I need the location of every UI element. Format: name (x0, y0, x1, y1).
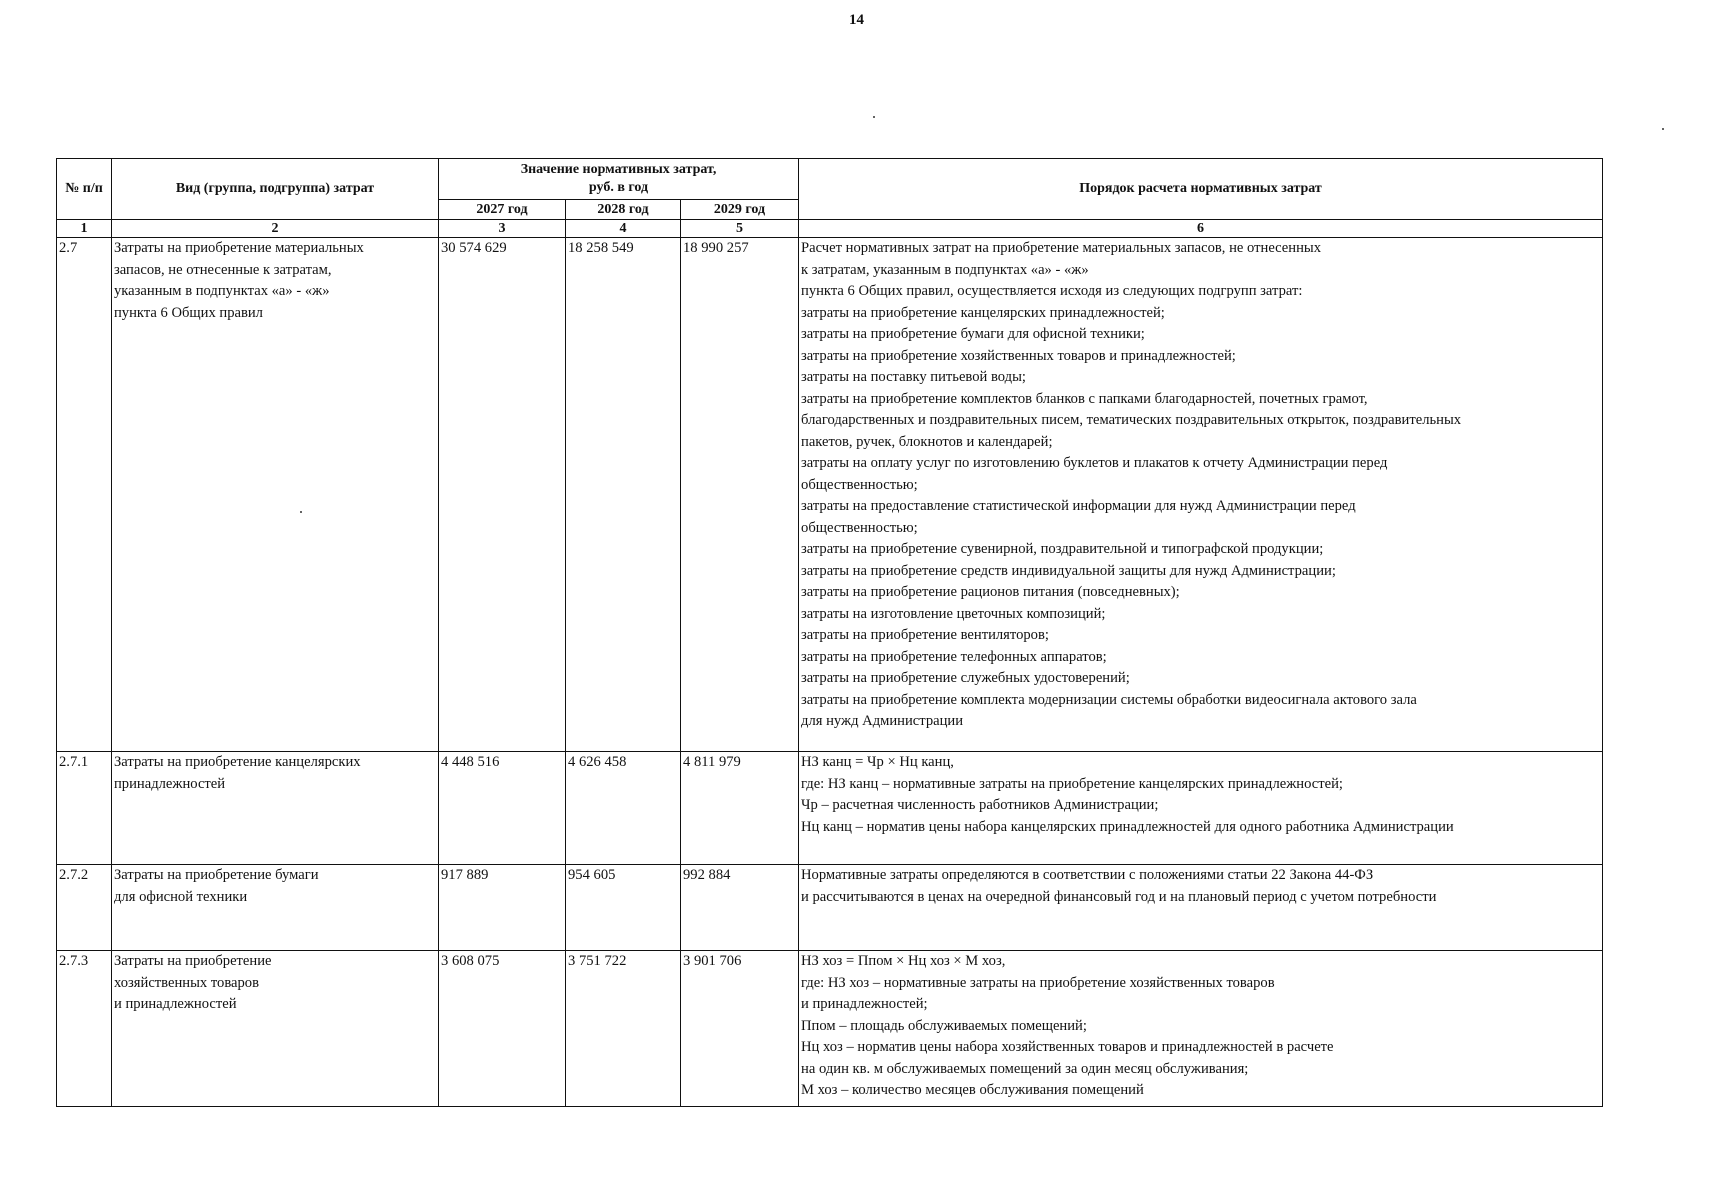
normative-costs-table (56, 158, 1603, 1107)
row-number: 2.7.3 (57, 951, 112, 1107)
cost-type-line: Затраты на приобретение (114, 953, 272, 969)
procedure-line: затраты на изготовление цветочных композиций; (801, 605, 1106, 622)
header-value-group-line2: руб. в год (588, 180, 649, 195)
value-2028: 954 605 (566, 865, 681, 951)
procedure-line: Нц хоз – норматив цены набора хозяйственных товаров и принадлежностей в расчете (801, 1039, 1334, 1055)
cost-type-line: Затраты на приобретение материальных (114, 240, 364, 256)
procedure-line: общественностью; (801, 476, 918, 493)
header-col-procedure: Порядок расчета нормативных затрат (799, 159, 1603, 220)
cost-type-line: Затраты на приобретение канцелярских (114, 754, 361, 770)
value-2029: 18 990 257 (681, 238, 799, 752)
calculation-procedure (799, 752, 1603, 865)
page-number: 14 (849, 12, 864, 28)
header-value-group-line1: Значение нормативных затрат, (520, 162, 717, 177)
cost-type (112, 238, 439, 752)
procedure-line: затраты на оплату услуг по изготовлению буклетов и плакатов к отчету Администрации перед (801, 455, 1388, 471)
value-2029: 4 811 979 (681, 752, 799, 865)
column-number: 6 (799, 220, 1603, 238)
cost-type-line: Затраты на приобретение бумаги (114, 867, 319, 883)
cost-type-line: хозяйственных товаров (114, 974, 259, 991)
procedure-line: затраты на приобретение комплектов бланков с папками благодарностей, почетных грамот, (801, 390, 1368, 407)
procedure-line: затраты на приобретение служебных удостоверений; (801, 670, 1130, 686)
row-number: 2.7.2 (57, 865, 112, 951)
cost-type-line: для офисной техники (114, 888, 248, 905)
value-2029: 3 901 706 (681, 951, 799, 1107)
value-2027: 4 448 516 (439, 752, 566, 865)
value-2029: 992 884 (681, 865, 799, 951)
procedure-line: общественностью; (801, 519, 918, 536)
column-number: 1 (57, 220, 112, 238)
procedure-line: затраты на приобретение вентиляторов; (801, 627, 1049, 643)
procedure-line: НЗ хоз = Ппом × Нц хоз × М хоз, (801, 953, 1006, 969)
procedure-line: затраты на приобретение канцелярских принадлежностей; (801, 304, 1165, 321)
procedure-line: затраты на приобретение хозяйственных товаров и принадлежностей; (801, 347, 1236, 364)
row-number: 2.7 (57, 238, 112, 752)
procedure-line: где: НЗ хоз – нормативные затраты на приобретение хозяйственных товаров (801, 974, 1275, 991)
procedure-line: благодарственных и поздравительных писем, тематических поздравительных открыток, поздравительных (801, 412, 1462, 428)
cost-type-line: принадлежностей (114, 775, 226, 792)
calculation-procedure (799, 865, 1603, 951)
procedure-line: пункта 6 Общих правил, осуществляется исходя из следующих подгрупп затрат: (801, 283, 1303, 299)
row-number: 2.7.1 (57, 752, 112, 865)
procedure-line: Нормативные затраты определяются в соответствии с положениями статьи 22 Закона 44-ФЗ (801, 867, 1374, 883)
cost-type (112, 865, 439, 951)
procedure-line: пакетов, ручек, блокнотов и календарей; (801, 433, 1053, 450)
column-number: 4 (566, 220, 681, 238)
cost-type-line: указанным в подпунктах «а» - «ж» (114, 283, 330, 299)
cost-type-line: и принадлежностей (114, 996, 237, 1012)
header-value-group (439, 159, 799, 200)
value-2027: 917 889 (439, 865, 566, 951)
column-number: 2 (112, 220, 439, 238)
procedure-line: затраты на предоставление статистической информации для нужд Администрации перед (801, 498, 1356, 514)
procedure-line: для нужд Администрации (801, 713, 964, 729)
value-2028: 18 258 549 (566, 238, 681, 752)
header-year-2029: 2029 год (681, 200, 799, 220)
procedure-line: НЗ канц = Чр × Нц канц, (801, 754, 954, 770)
calculation-procedure (799, 238, 1603, 752)
calculation-procedure (799, 951, 1603, 1107)
table-row (57, 865, 1603, 951)
column-numbers-row (57, 220, 1603, 238)
procedure-line: и рассчитываются в ценах на очередной финансовый год и на плановый период с учетом потребности (801, 888, 1437, 905)
header-year-2027: 2027 год (439, 200, 566, 220)
table-row (57, 238, 1603, 752)
header-col-type: Вид (группа, подгруппа) затрат (112, 159, 439, 220)
table-row (57, 752, 1603, 865)
cost-type (112, 752, 439, 865)
procedure-line: к затратам, указанным в подпунктах «а» - «ж» (801, 261, 1089, 278)
procedure-line: затраты на приобретение сувенирной, поздравительной и типографской продукции; (801, 541, 1324, 557)
value-2027: 3 608 075 (439, 951, 566, 1107)
cost-type (112, 951, 439, 1107)
header-col-num: № п/п (57, 159, 112, 220)
column-number: 3 (439, 220, 566, 238)
cost-type-line: запасов, не отнесенные к затратам, (114, 261, 332, 278)
procedure-line: Расчет нормативных затрат на приобретение материальных запасов, не отнесенных (801, 240, 1322, 256)
value-2028: 4 626 458 (566, 752, 681, 865)
procedure-line: Чр – расчетная численность работников Администрации; (801, 797, 1159, 813)
procedure-line: и принадлежностей; (801, 996, 928, 1012)
procedure-line: затраты на приобретение рационов питания (повседневных); (801, 584, 1180, 600)
procedure-line: затраты на приобретение бумаги для офисной техники; (801, 326, 1145, 342)
value-2028: 3 751 722 (566, 951, 681, 1107)
procedure-line: где: НЗ канц – нормативные затраты на приобретение канцелярских принадлежностей; (801, 775, 1343, 792)
column-number: 5 (681, 220, 799, 238)
procedure-line: затраты на приобретение телефонных аппаратов; (801, 648, 1107, 665)
table-row (57, 951, 1603, 1107)
cost-type-line: пункта 6 Общих правил (114, 304, 263, 321)
procedure-line: Нц канц – норматив цены набора канцелярских принадлежностей для одного работника Администрации (801, 818, 1454, 835)
procedure-line: Ппом – площадь обслуживаемых помещений; (801, 1017, 1087, 1034)
value-2027: 30 574 629 (439, 238, 566, 752)
procedure-line: на один кв. м обслуживаемых помещений за один месяц обслуживания; (801, 1060, 1249, 1077)
procedure-line: затраты на приобретение средств индивидуальной защиты для нужд Администрации; (801, 562, 1336, 579)
scan-speck (873, 116, 875, 118)
procedure-line: затраты на поставку питьевой воды; (801, 369, 1026, 385)
scan-speck (1662, 128, 1664, 130)
procedure-line: М хоз – количество месяцев обслуживания помещений (801, 1082, 1144, 1098)
header-year-2028: 2028 год (566, 200, 681, 220)
procedure-line: затраты на приобретение комплекта модернизации системы обработки видеосигнала актового зала (801, 691, 1417, 708)
